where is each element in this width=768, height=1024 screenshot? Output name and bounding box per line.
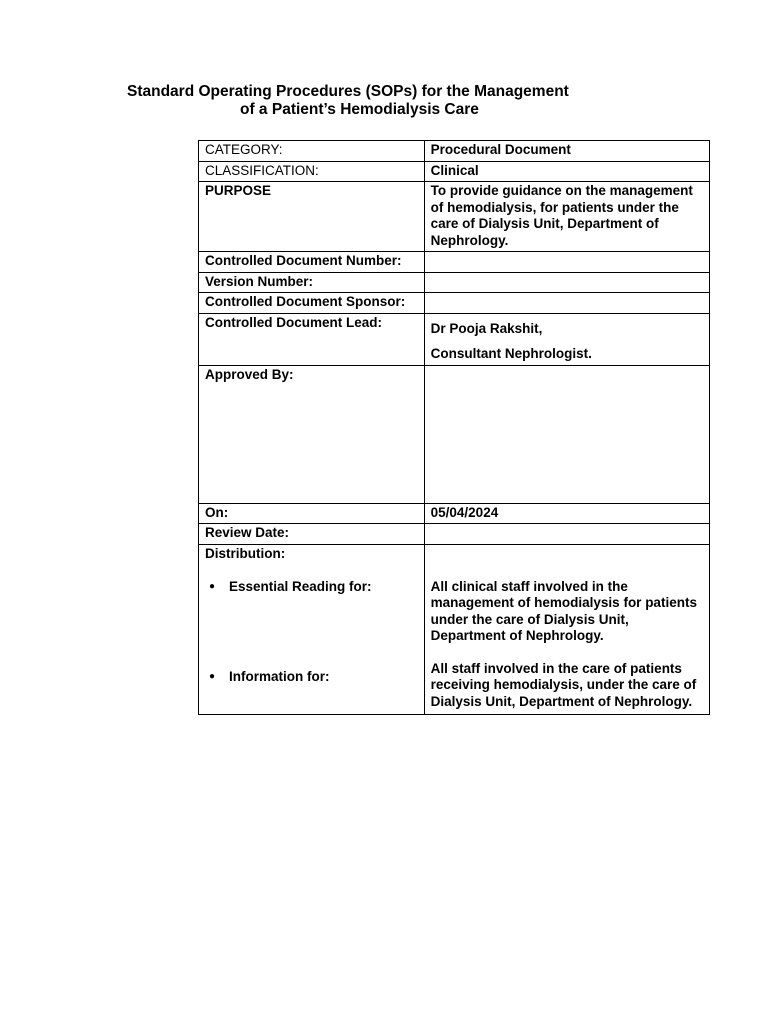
lead-value [424,313,709,365]
document-control-table [198,140,710,715]
information-for-value: All staff involved in the care of patients receiving hemodialysis, under the care of Dialysis Unit, Department of Nephrology. [430,660,697,709]
purpose-value: To provide guidance on the management of hemodialysis, for patients under the care of Dialysis Unit, Department of Nephrology. [424,182,709,252]
lead-title: Consultant Nephrologist. [430,346,592,361]
table-row-review-date [199,524,710,545]
category-label: CATEGORY: [199,141,425,162]
sponsor-value [424,293,709,314]
distribution-cell [199,544,425,715]
classification-value: Clinical [424,161,709,182]
table-row-category [199,141,710,162]
document-title-line-2: of a Patient’s Hemodialysis Care [240,101,479,118]
review-date-label: Review Date: [199,524,425,545]
classification-label: CLASSIFICATION: [199,161,425,182]
version-number-value [424,272,709,293]
distribution-label: Distribution: [205,545,286,561]
version-number-label: Version Number: [199,272,425,293]
document-title [0,83,768,119]
on-value: 05/04/2024 [424,503,709,524]
document-number-label: Controlled Document Number: [199,252,425,273]
approved-by-value [424,365,709,503]
table-row-lead [199,313,710,365]
table-row-document-number [199,252,710,273]
bullet-icon: ● [209,670,216,682]
table-row-purpose [199,182,710,252]
document-title-line-1: Standard Operating Procedures (SOPs) for the Management [127,83,569,100]
essential-reading-value: All clinical staff involved in the management of hemodialysis for patients under the care of Dialysis Unit, Department of Nephrology. [430,578,697,643]
category-value: Procedural Document [424,141,709,162]
lead-label: Controlled Document Lead: [199,313,425,365]
distribution-values-cell [424,544,709,715]
table-row-approved-by [199,365,710,503]
distribution-item-essential [209,579,418,596]
table-row-distribution [199,544,710,715]
table-row-on [199,503,710,524]
essential-reading-label: Essential Reading for: [229,579,372,594]
bullet-icon: ● [209,581,216,592]
purpose-label: PURPOSE [199,182,425,252]
distribution-item-information [209,669,418,686]
document-number-value [424,252,709,273]
lead-name: Dr Pooja Rakshit, [430,320,543,336]
review-date-value [424,524,709,545]
sponsor-label: Controlled Document Sponsor: [199,293,425,314]
table-row-sponsor [199,293,710,314]
table-row-classification [199,161,710,182]
table-row-version-number [199,272,710,293]
on-label: On: [199,503,425,524]
information-for-label: Information for: [229,668,330,684]
approved-by-label: Approved By: [199,365,425,503]
